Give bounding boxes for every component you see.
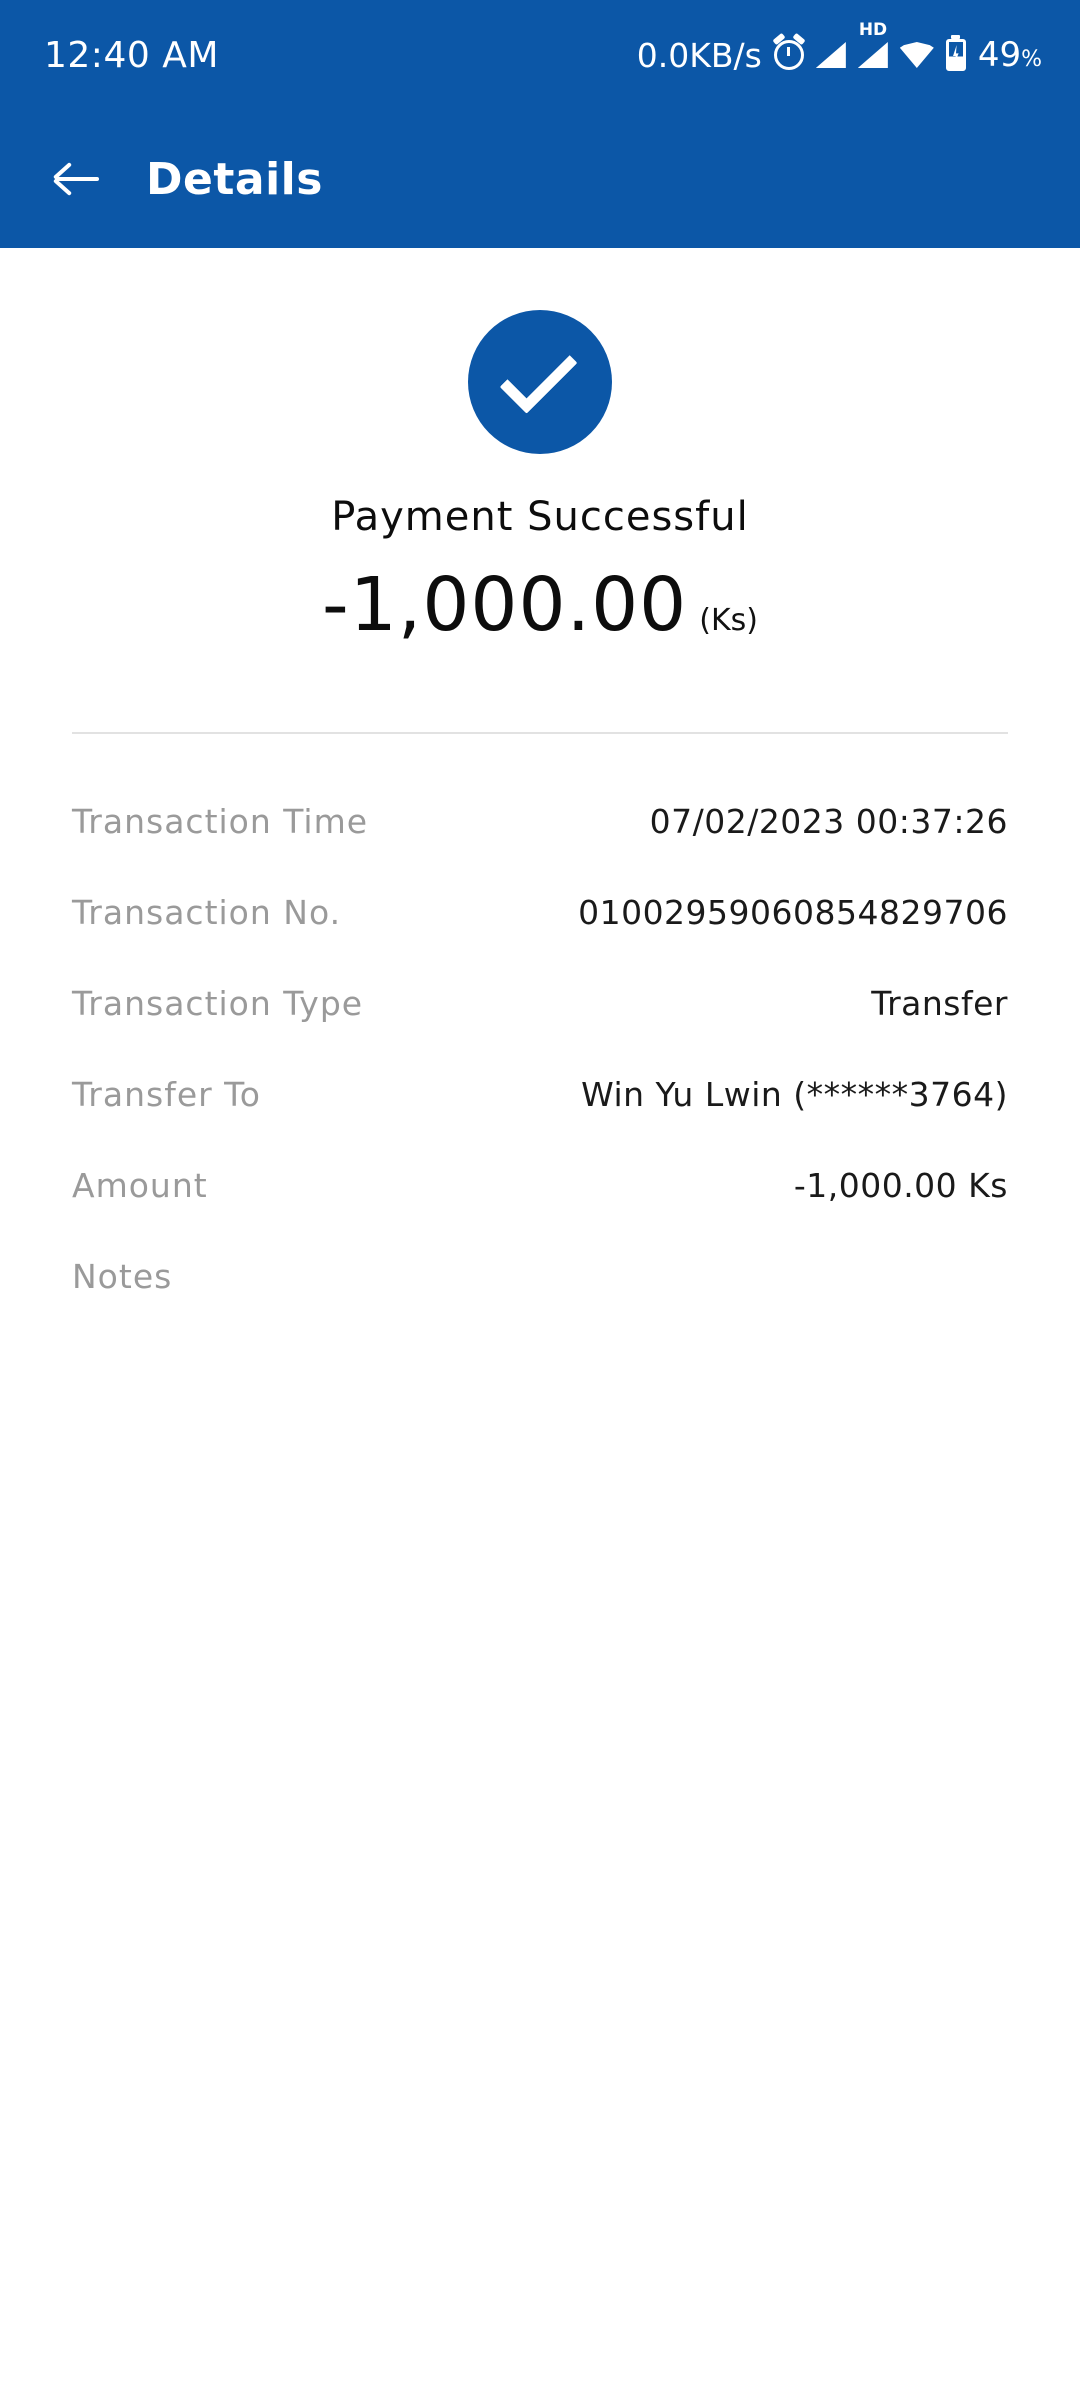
signal-bars-icon [858,42,888,68]
detail-row-amount [72,1140,1008,1231]
page-title: Details [146,153,323,205]
content-area [0,248,1080,1322]
hd-label: HD [858,20,888,40]
detail-row-transaction-time [72,776,1008,867]
check-mark [500,336,578,414]
back-button[interactable] [44,146,110,212]
detail-row-notes [72,1231,1008,1322]
signal-hd-icon [858,20,888,68]
status-bar [0,0,1080,110]
app-bar [0,110,1080,248]
signal-icon [816,42,846,68]
status-icons [637,0,1042,110]
payment-result-block [0,310,1080,648]
network-speed-label: 0.0KB/s [636,35,762,75]
payment-amount-row [322,562,758,648]
detail-value: Transfer [871,984,1008,1023]
wifi-icon [900,42,934,68]
detail-row-transfer-to [72,1049,1008,1140]
alarm-icon [774,40,804,70]
detail-value: Win Yu Lwin (******3764) [581,1075,1008,1114]
status-clock: 12:40 AM [44,34,219,76]
details-list [0,776,1080,1322]
battery-charging-icon [946,39,966,71]
detail-row-transaction-no [72,867,1008,958]
detail-label: Transaction No. [72,893,342,932]
detail-value: -1,000.00 Ks [793,1166,1008,1205]
detail-value: 07/02/2023 00:37:26 [649,802,1008,841]
payment-status-text: Payment Successful [331,494,749,540]
back-arrow-icon [55,177,99,181]
battery-percent-symbol: % [1021,47,1042,72]
section-divider [72,732,1008,734]
detail-label: Transaction Time [72,802,369,841]
check-circle-icon [468,310,612,454]
detail-row-transaction-type [72,958,1008,1049]
detail-value: 01002959060854829706 [578,893,1008,932]
battery-percent-value: 49 [977,35,1022,75]
detail-label: Amount [72,1166,208,1205]
detail-label: Notes [72,1257,173,1296]
battery-percent-label [978,35,1042,75]
detail-label: Transfer To [72,1075,261,1114]
payment-amount: -1,000.00 [322,562,688,648]
payment-currency: (Ks) [699,603,758,638]
detail-label: Transaction Type [72,984,364,1023]
